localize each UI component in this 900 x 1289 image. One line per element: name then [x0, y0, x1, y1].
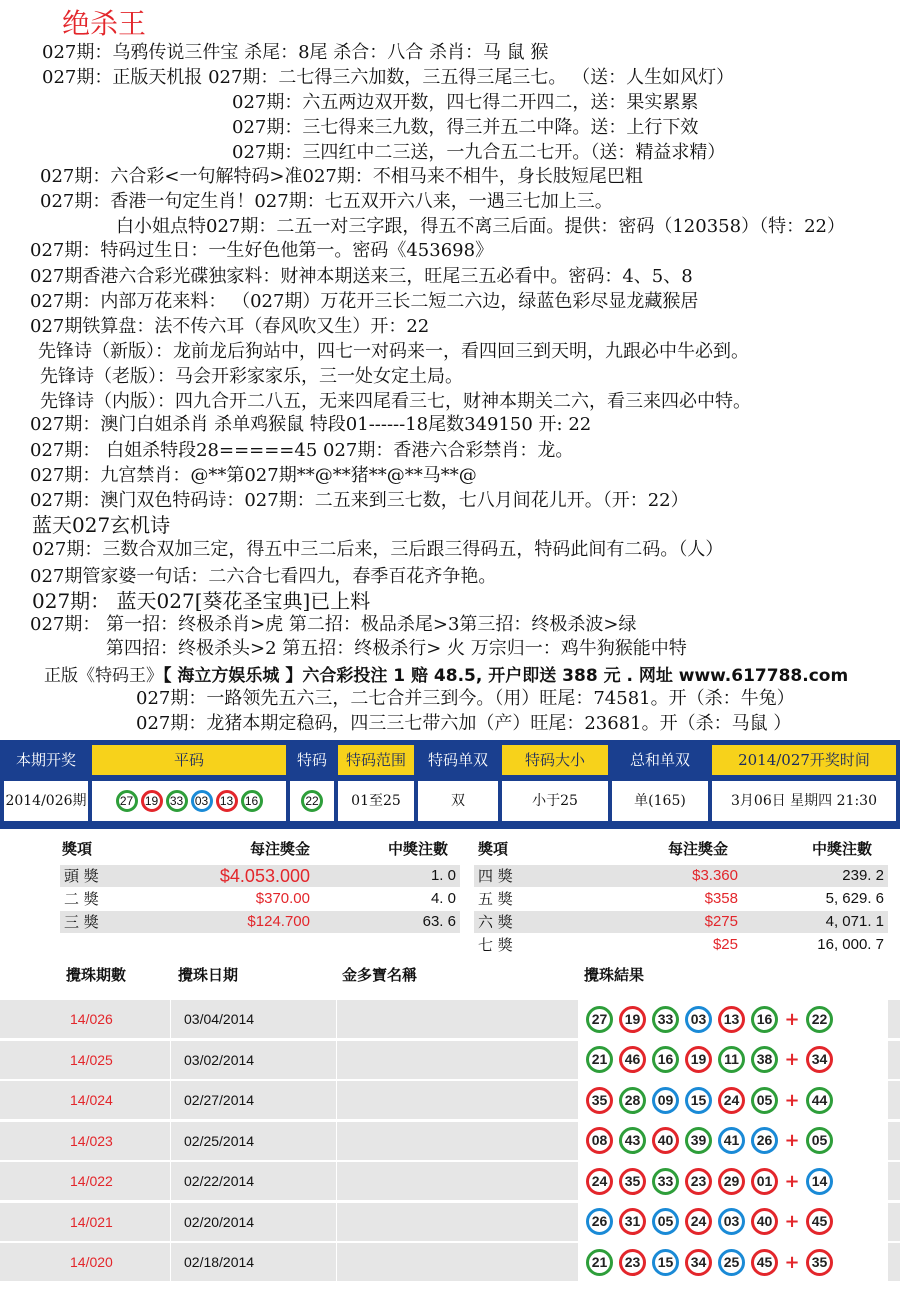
draw-range: 01至25	[338, 781, 414, 821]
number-ball: 35	[586, 1087, 613, 1114]
number-ball: 26	[586, 1208, 613, 1235]
prize-row	[60, 911, 460, 933]
table-row	[0, 1203, 900, 1241]
page-title: 绝杀王	[62, 7, 147, 40]
number-ball: 03	[685, 1006, 712, 1033]
number-ball: 03	[191, 790, 213, 812]
prediction-line: 027期：龙猪本期定稳码，四三三七带六加（产）旺尾：23681。开（杀：马鼠 ）	[136, 713, 792, 734]
prize-name: 頭 獎	[64, 867, 99, 885]
result-balls	[578, 1162, 888, 1200]
column-divider	[170, 1041, 171, 1079]
prediction-line: 027期管家婆一句话：二六合七看四九，春季百花齐争艳。	[30, 566, 497, 587]
prediction-line: 027期：澳门白姐杀肖 杀单鸡猴鼠 特段01------18尾数349150 开: 22	[30, 414, 592, 435]
prediction-line: 027期：香港一句定生肖！027期：七五双开六八来，一遇三七加上三。	[40, 191, 613, 212]
prediction-line: 027期： 蓝天027[葵花圣宝典]已上料	[32, 589, 371, 613]
draw-header: 特码单双	[418, 745, 498, 775]
prediction-line: 027期：正版天机报 027期：二七得三六加数，三五得三尾三七。 （送：人生如风灯）	[42, 67, 735, 88]
number-ball: 16	[652, 1046, 679, 1073]
number-ball: 13	[216, 790, 238, 812]
prize-count: 4, 071. 1	[825, 913, 884, 930]
number-ball: 35	[619, 1168, 646, 1195]
draw-header: 特码	[290, 745, 334, 775]
number-ball: 45	[751, 1249, 778, 1276]
draw-number: 14/020	[70, 1254, 113, 1270]
prediction-line: 027期：六五两边双开数，四七得二开四二，送：果实累累	[232, 92, 699, 113]
draw-odd-even: 双	[418, 781, 498, 821]
prediction-line: 先锋诗（新版）：龙前龙后狗站中，四七一对码来一，看四回三到天明，九跟必中牛必到。	[38, 341, 749, 362]
column-divider	[170, 1122, 171, 1160]
number-ball: 44	[806, 1087, 833, 1114]
number-ball: 24	[586, 1168, 613, 1195]
number-ball: 39	[685, 1127, 712, 1154]
draw-header: 本期开奖	[4, 745, 88, 775]
plus-sign: +	[784, 1170, 800, 1192]
draw-date: 02/25/2014	[184, 1132, 255, 1149]
draw-date: 03/02/2014	[184, 1051, 255, 1068]
draw-number: 14/025	[70, 1051, 113, 1068]
prediction-line: 027期：九宫禁肖：@**第027期**@**猪**@**马**@	[30, 465, 477, 486]
draw-time: 3月06日 星期四 21:30	[712, 781, 896, 821]
draw-header: 特码范围	[338, 745, 414, 775]
ad-text[interactable]: 【 海立方娱乐城 】六合彩投注 1 赔 48.5, 开户即送 388 元 . 网址 www.617788.com	[163, 666, 849, 686]
draw-number: 14/021	[70, 1213, 113, 1230]
number-ball: 05	[806, 1127, 833, 1154]
draw-period: 2014/026期	[4, 781, 88, 821]
results-header-result: 攪珠結果	[584, 966, 645, 984]
result-balls	[578, 1243, 888, 1281]
prize-row	[60, 888, 460, 910]
number-ball: 41	[718, 1127, 745, 1154]
prediction-line: 先锋诗（老版）：马会开彩家家乐，三一处女定土局。	[40, 366, 463, 387]
number-ball: 25	[718, 1249, 745, 1276]
plus-sign: +	[784, 1008, 800, 1030]
result-balls	[578, 1081, 888, 1119]
draw-header: 平码	[92, 745, 286, 775]
number-ball: 33	[652, 1168, 679, 1195]
column-divider	[336, 1243, 337, 1281]
draw-header: 总和单双	[612, 745, 708, 775]
number-ball: 34	[806, 1046, 833, 1073]
draw-date: 02/27/2014	[184, 1092, 255, 1108]
table-row	[0, 1081, 900, 1119]
number-ball: 26	[751, 1127, 778, 1154]
prize-name: 三 獎	[64, 913, 99, 931]
prediction-line: 027期： 第一招：终极杀肖>虎 第二招：极品杀尾>3第三招：终极杀波>绿	[30, 614, 637, 635]
prize-amount: $370.00	[255, 890, 310, 907]
draw-number: 14/024	[70, 1092, 113, 1108]
number-ball: 01	[751, 1168, 778, 1195]
prize-amount: $4.053.000	[219, 866, 310, 886]
prize-header: 中獎注數	[812, 840, 873, 858]
number-ball: 11	[718, 1046, 745, 1073]
number-ball: 21	[586, 1046, 613, 1073]
draw-date: 02/22/2014	[184, 1173, 255, 1189]
prediction-line: 027期：特码过生日：一生好色他第一。密码《453698》	[30, 240, 494, 261]
prize-count: 16, 000. 7	[817, 936, 884, 953]
draw-number: 14/022	[70, 1173, 113, 1189]
number-ball: 40	[751, 1208, 778, 1235]
result-balls	[578, 1000, 888, 1038]
prize-name: 七 獎	[478, 936, 513, 954]
number-ball: 33	[166, 790, 188, 812]
number-ball: 08	[586, 1127, 613, 1154]
results-header-name: 金多寶名稱	[342, 966, 418, 984]
prize-count: 239. 2	[842, 867, 884, 884]
plus-sign: +	[784, 1130, 800, 1151]
draw-date: 02/18/2014	[184, 1254, 255, 1270]
number-ball: 22	[806, 1006, 833, 1033]
results-header-period: 攪珠期數	[66, 966, 127, 984]
prize-count: 5, 629. 6	[825, 890, 884, 907]
prize-row	[60, 865, 460, 887]
plus-sign: +	[784, 1089, 800, 1111]
draw-number: 14/026	[70, 1011, 113, 1027]
number-ball: 15	[652, 1249, 679, 1276]
ad-prefix: 正版《特码王》	[44, 666, 163, 686]
plus-sign: +	[784, 1049, 800, 1070]
number-ball: 23	[685, 1168, 712, 1195]
plus-sign: +	[784, 1251, 800, 1273]
prize-name: 六 獎	[478, 913, 513, 931]
draw-header: 2014/027开奖时间	[712, 745, 896, 775]
prize-header: 中獎注數	[388, 840, 449, 858]
number-ball: 19	[619, 1006, 646, 1033]
number-ball: 43	[619, 1127, 646, 1154]
prize-row	[474, 865, 888, 887]
prediction-line: 027期： 白姐杀特段28=====45 027期：香港六合彩禁肖：龙。	[30, 440, 574, 461]
draw-number: 14/023	[70, 1132, 113, 1149]
prize-name: 二 獎	[64, 890, 99, 908]
number-ball: 40	[652, 1127, 679, 1154]
draw-table	[0, 740, 900, 829]
result-balls	[578, 1203, 888, 1241]
number-ball: 46	[619, 1046, 646, 1073]
prize-row	[474, 934, 888, 956]
prize-header: 每注獎金	[250, 840, 311, 858]
number-ball: 31	[619, 1208, 646, 1235]
number-ball: 35	[806, 1249, 833, 1276]
prediction-line: 027期：一路领先五六三，二七合并三到今。（用）旺尾：74581。开（杀：牛兔）	[136, 688, 795, 709]
prediction-line: 027期香港六合彩光碟独家料：财神本期送来三，旺尾三五必看中。密码：4、5、8	[30, 266, 693, 287]
prediction-line: 027期：三数合双加三定，得五中三二后来，三后跟三得码五，特码此间有二码。（人）	[32, 539, 724, 560]
number-ball: 19	[685, 1046, 712, 1073]
prize-row	[474, 911, 888, 933]
number-ball: 16	[751, 1006, 778, 1033]
prize-amount: $3.360	[692, 867, 738, 884]
number-ball: 05	[751, 1087, 778, 1114]
plus-sign: +	[784, 1211, 800, 1232]
prediction-line: 027期：内部万花来料： （027期）万花开三长二短二六边，绿蓝色彩尽显龙藏猴居	[30, 291, 699, 312]
column-divider	[170, 1081, 171, 1119]
prize-amount: $124.700	[247, 913, 310, 930]
prize-header: 獎項	[62, 840, 93, 858]
number-ball: 38	[751, 1046, 778, 1073]
number-ball: 45	[806, 1208, 833, 1235]
table-row	[0, 1122, 900, 1160]
column-divider	[336, 1162, 337, 1200]
number-ball: 33	[652, 1006, 679, 1033]
table-row	[0, 1243, 900, 1281]
column-divider	[170, 1000, 171, 1038]
prediction-line: 白小姐点特027期：二五一对三字跟，得五不离三后面。提供：密码（120358）（特：22）	[116, 216, 845, 237]
table-row	[0, 1000, 900, 1038]
prediction-line: 027期：六合彩<一句解特码>准027期：不相马来不相牛，身长肢短尾巴粗	[40, 166, 643, 187]
prize-header: 每注獎金	[668, 840, 729, 858]
ad-line[interactable]	[44, 661, 848, 686]
number-ball: 03	[718, 1208, 745, 1235]
prize-name: 五 獎	[478, 890, 513, 908]
prize-count: 63. 6	[422, 913, 456, 930]
number-ball: 24	[718, 1087, 745, 1114]
number-ball: 28	[619, 1087, 646, 1114]
column-divider	[336, 1081, 337, 1119]
results-header-date: 攪珠日期	[178, 966, 239, 984]
number-ball: 16	[241, 790, 263, 812]
prediction-line: 第四招：终极杀头>2 第五招：终极杀行> 火 万宗归一：鸡牛狗猴能中特	[106, 638, 687, 659]
number-ball: 19	[141, 790, 163, 812]
column-divider	[336, 1122, 337, 1160]
prize-amount: $275	[704, 913, 738, 930]
prediction-line: 027期：三四红中二三送，一九合五二七开。（送：精益求精）	[232, 142, 726, 163]
table-row	[0, 1041, 900, 1079]
number-ball: 21	[586, 1249, 613, 1276]
number-ball: 22	[301, 790, 323, 812]
draw-date: 02/20/2014	[184, 1213, 255, 1230]
prize-count: 4. 0	[430, 890, 456, 907]
draw-sum: 单(165)	[612, 781, 708, 821]
number-ball: 29	[718, 1168, 745, 1195]
prize-amount: $358	[704, 890, 738, 907]
number-ball: 34	[685, 1249, 712, 1276]
prize-name: 四 獎	[478, 867, 513, 885]
table-row	[0, 1162, 900, 1200]
number-ball: 27	[586, 1006, 613, 1033]
column-divider	[336, 1203, 337, 1241]
prize-count: 1. 0	[430, 867, 456, 884]
column-divider	[170, 1162, 171, 1200]
column-divider	[170, 1243, 171, 1281]
column-divider	[170, 1203, 171, 1241]
number-ball: 27	[116, 790, 138, 812]
draw-regular-balls	[92, 781, 286, 821]
column-divider	[336, 1000, 337, 1038]
prize-header: 獎項	[478, 840, 509, 858]
prediction-line: 027期：澳门双色特码诗：027期：二五来到三七数，七八月间花儿开。（开：22）	[30, 490, 689, 511]
result-balls	[578, 1041, 888, 1079]
number-ball: 13	[718, 1006, 745, 1033]
draw-header: 特码大小	[502, 745, 608, 775]
number-ball: 14	[806, 1168, 833, 1195]
draw-date: 03/04/2014	[184, 1011, 255, 1027]
number-ball: 15	[685, 1087, 712, 1114]
number-ball: 09	[652, 1087, 679, 1114]
prediction-line: 027期：三七得来三九数，得三并五二中降。送：上行下效	[232, 117, 699, 138]
column-divider	[336, 1041, 337, 1079]
number-ball: 23	[619, 1249, 646, 1276]
prediction-line: 先锋诗（内版）：四九合开二八五，无来四尾看三七，财神本期关二六，看三来四必中特。	[40, 391, 751, 412]
draw-size: 小于25	[502, 781, 608, 821]
result-balls	[578, 1122, 888, 1160]
prize-amount: $25	[712, 936, 738, 953]
number-ball: 05	[652, 1208, 679, 1235]
draw-special-ball	[290, 781, 334, 821]
number-ball: 24	[685, 1208, 712, 1235]
prize-row	[474, 888, 888, 910]
prediction-line: 027期：乌鸦传说三件宝 杀尾：8尾 杀合：八合 杀肖：马 鼠 猴	[42, 42, 549, 63]
prediction-line: 027期铁算盘：法不传六耳（春风吹又生）开：22	[30, 316, 430, 337]
prediction-line: 蓝天027玄机诗	[32, 513, 171, 537]
